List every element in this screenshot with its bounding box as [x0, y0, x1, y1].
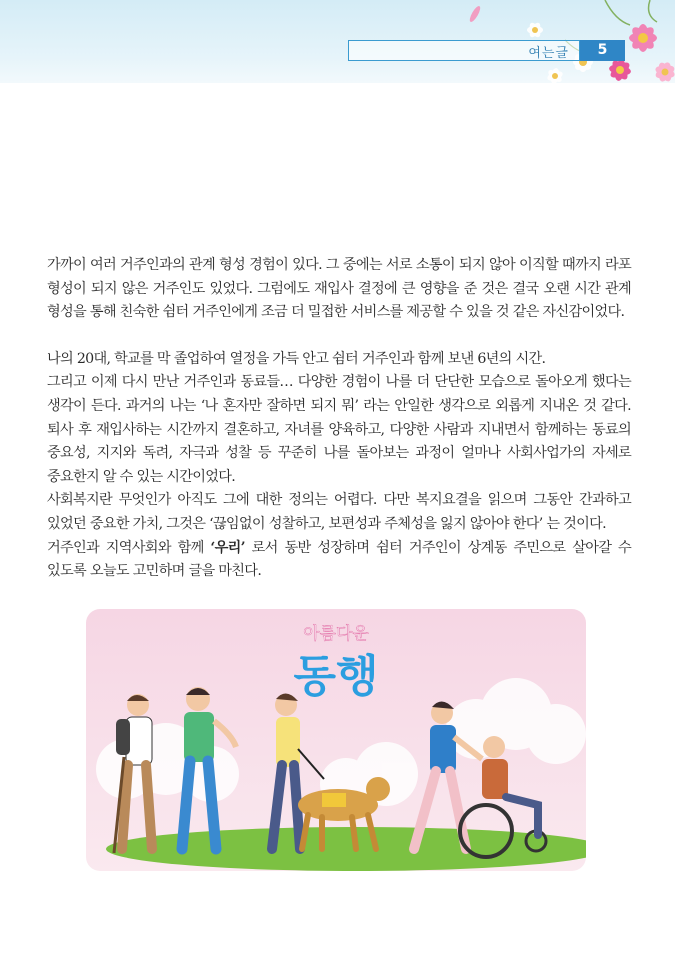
chapter-title: 여는글 [528, 46, 569, 61]
emphasis-text: ‘우리’ [210, 539, 245, 556]
article-body [47, 254, 631, 584]
illustration-title: 동행 [293, 651, 379, 702]
illustration-subtitle: 아름다운 [303, 624, 369, 644]
paragraph [47, 537, 631, 584]
text-run: 로서 동반 성장하며 쉼터 거주인이 상계동 주민으로 살아갈 수 있도록 오늘도 고민하며 글을 마친다. [47, 539, 631, 580]
paragraph: 그리고 이제 다시 만난 거주인과 동료들… 다양한 경험이 나를 더 단단한 모습으로 돌아오게 했다는 생각이 든다. 과거의 나는 ‘나 혼자만 잘하면 되지 뭐’ 라는 안일한 생각으로 외롭게 지내온 것 같다. 퇴사 후 재입사하는 시간까지 결혼하고, 자녀를 양육하고, 다양한 사람과 지내면서 함께하는 동료의 중요성, 지지와 독려, 자극과 성찰 등 꾸준히 나를 돌아보는 과정이 얼마나 사회사업가의 자세로 중요한지 알 수 있는 시간이었다. [47, 374, 631, 485]
companionship-illustration [86, 609, 586, 871]
page-number: 5 [580, 40, 625, 61]
paragraph: 사회복지란 무엇인가 아직도 그에 대한 정의는 어렵다. 다만 복지요결을 읽으며 그동안 간과하고 있었던 중요한 가치, 그것은 ‘끊임없이 성찰하고, 보편성과 주체성을 잃지 않아야 한다’ 는 것이다. [47, 492, 631, 532]
paragraph: 가까이 여러 거주인과의 관계 형성 경험이 있다. 그 중에는 서로 소통이 되지 않아 이직할 때까지 라포 형성이 되지 않은 거주인도 있었다. 그럼에도 재입사 결정에 큰 영향을 준 것은 결국 오랜 시간 관계 형성을 통해 친숙한 쉼터 거주인에게 조금 더 밀접한 서비스를 제공할 수 있을 것 같은 자신감이었다. [47, 257, 631, 321]
chapter-title-box [348, 40, 580, 61]
text-run: 거주인과 지역사회와 함께 [47, 539, 211, 556]
paragraph: 나의 20대, 학교를 막 졸업하여 열정을 가득 안고 쉼터 거주인과 함께 보낸 6년의 시간. [47, 350, 546, 367]
